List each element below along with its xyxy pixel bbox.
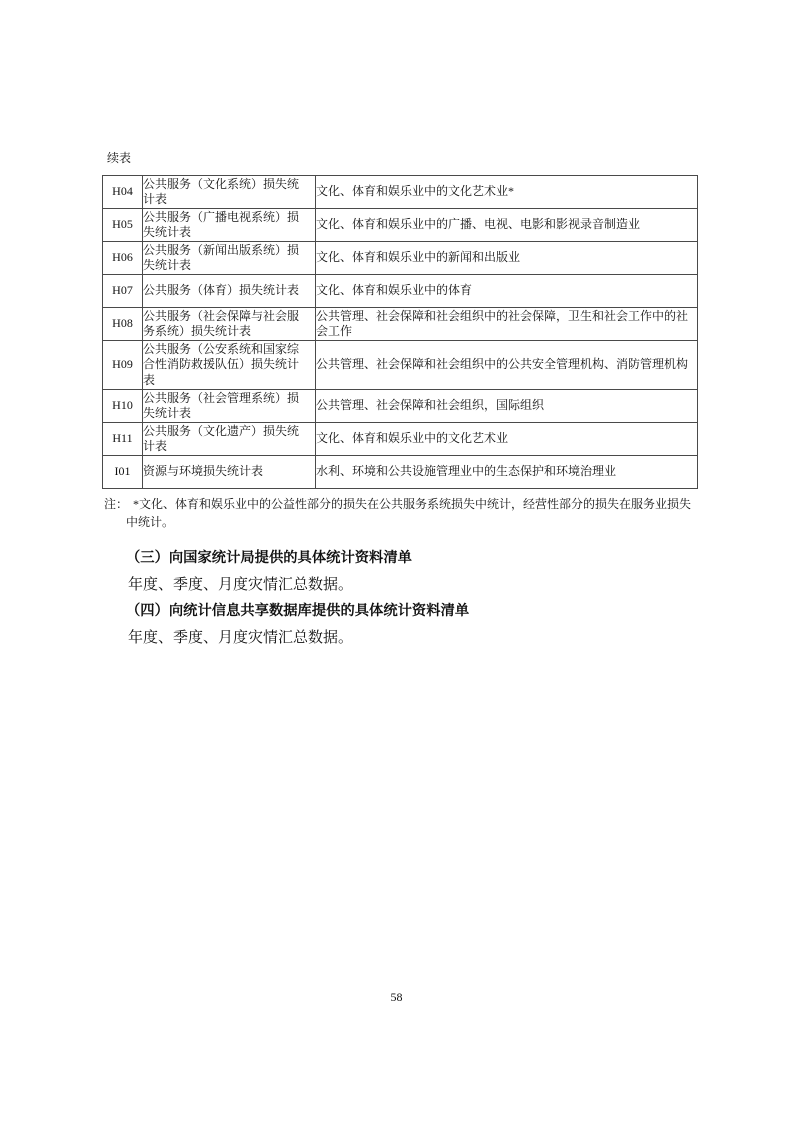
table-code-cell: H10 — [103, 390, 143, 423]
table-code-cell: H11 — [103, 423, 143, 456]
table-code-cell: I01 — [103, 456, 143, 489]
table-code-cell: H04 — [103, 176, 143, 209]
continued-table-label: 续表 — [107, 151, 132, 165]
table-row — [103, 390, 698, 423]
loss-statistics-table — [102, 175, 698, 489]
table-row — [103, 275, 698, 308]
table-scope-cell: 公共管理、社会保障和社会组织中的社会保障，卫生和社会工作中的社 会工作 — [316, 308, 698, 341]
section-heading: （四）向统计信息共享数据库提供的具体统计资料清单 — [126, 603, 470, 619]
table-row — [103, 341, 698, 390]
table-row — [103, 456, 698, 489]
table-row — [103, 423, 698, 456]
section-body: 年度、季度、月度灾情汇总数据。 — [128, 577, 354, 593]
table-code-cell: H05 — [103, 209, 143, 242]
section-heading: （三）向国家统计局提供的具体统计资料清单 — [126, 550, 412, 566]
page-number: 58 — [390, 990, 403, 1004]
note-label: 注： — [104, 497, 129, 511]
table-scope-cell: 文化、体育和娱乐业中的体育 — [316, 275, 698, 308]
table-code-cell: H08 — [103, 308, 143, 341]
table-name-cell: 公共服务（文化系统）损失统 计表 — [143, 176, 316, 209]
table-name-cell: 公共服务（文化遗产）损失统 计表 — [143, 423, 316, 456]
table-scope-cell: 水利、环境和公共设施管理业中的生态保护和环境治理业 — [316, 456, 698, 489]
table-name-cell: 公共服务（体育）损失统计表 — [143, 275, 316, 308]
table-scope-cell: 文化、体育和娱乐业中的文化艺术业 — [316, 423, 698, 456]
table-scope-cell: 文化、体育和娱乐业中的广播、电视、电影和影视录音制造业 — [316, 209, 698, 242]
table-code-cell: H07 — [103, 275, 143, 308]
table-scope-cell: 文化、体育和娱乐业中的新闻和出版业 — [316, 242, 698, 275]
section-body: 年度、季度、月度灾情汇总数据。 — [128, 630, 354, 646]
table-name-cell: 公共服务（社会管理系统）损 失统计表 — [143, 390, 316, 423]
table-name-cell: 公共服务（公安系统和国家综 合性消防救援队伍）损失统计 表 — [143, 341, 316, 390]
table-scope-cell: 文化、体育和娱乐业中的文化艺术业* — [316, 176, 698, 209]
table-row — [103, 308, 698, 341]
table-code-cell: H06 — [103, 242, 143, 275]
note-text: *文化、体育和娱乐业中的公益性部分的损失在公共服务系统损失中统计，经营性部分的损失在服务业损失 中统计。 — [126, 497, 692, 529]
table-row — [103, 242, 698, 275]
table-name-cell: 资源与环境损失统计表 — [143, 456, 316, 489]
table-name-cell: 公共服务（新闻出版系统）损 失统计表 — [143, 242, 316, 275]
table-scope-cell: 公共管理、社会保障和社会组织中的公共安全管理机构、消防管理机构 — [316, 341, 698, 390]
table-row — [103, 209, 698, 242]
table-code-cell: H09 — [103, 341, 143, 390]
table-scope-cell: 公共管理、社会保障和社会组织，国际组织 — [316, 390, 698, 423]
table-name-cell: 公共服务（广播电视系统）损 失统计表 — [143, 209, 316, 242]
table-name-cell: 公共服务（社会保障与社会服 务系统）损失统计表 — [143, 308, 316, 341]
table-row — [103, 176, 698, 209]
